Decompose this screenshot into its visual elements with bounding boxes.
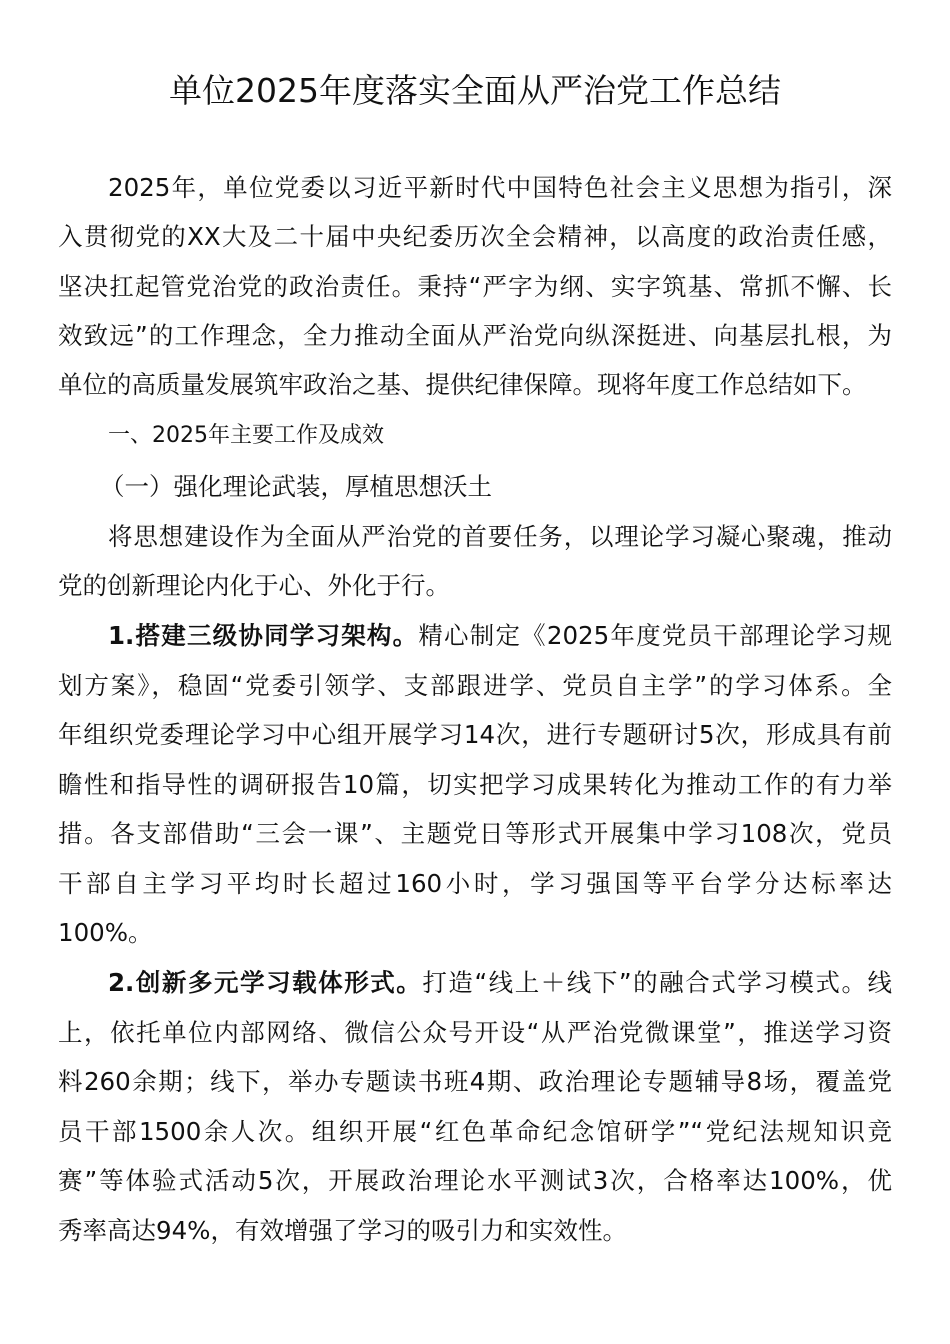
item-1-line-3: 年组织党委理论学习中心组开展学习14次，进行专题研讨5次，形成具有前 [58,720,892,749]
item-2-line-2: 上，依托单位内部网络、微信公众号开设“从严治党微课堂”，推送学习资 [58,1018,892,1047]
item-2-line-5: 赛”等体验式活动5次，开展政治理论水平测试3次，合格率达100%，优 [58,1166,892,1195]
subsection-intro-line-2: 党的创新理论内化于心、外化于行。 [58,571,450,600]
item-1-line-1 [108,619,892,653]
subsection-intro-line-1: 将思想建设作为全面从严治党的首要任务，以理论学习凝心聚魂，推动 [108,522,892,551]
section-1-heading: 一、2025年主要工作及成效 [108,423,384,448]
item-2-line-6: 秀率高达94%，有效增强了学习的吸引力和实效性。 [58,1216,627,1245]
item-1-line-7: 100%。 [58,918,153,947]
item-1-line-2: 划方案》，稳固“党委引领学、支部跟进学、党员自主学”的学习体系。全 [58,671,892,700]
item-2-bold-lead: 2.创新多元学习载体形式。 [108,968,423,997]
document-title: 单位2025年度落实全面从严治党工作总结 [169,71,781,110]
subsection-1-heading: （一）强化理论武装，厚植思想沃土 [100,472,492,501]
intro-line-3: 坚决扛起管党治党的政治责任。秉持“严字为纲、实字筑基、常抓不懈、长 [58,272,892,301]
intro-line-2: 入贯彻党的XX大及二十届中央纪委历次全会精神，以高度的政治责任感， [58,222,892,251]
item-1-line-5: 措。各支部借助“三会一课”、主题党日等形式开展集中学习108次，党员 [58,819,892,848]
item-2-line-3: 料260余期；线下，举办专题读书班4期、政治理论专题辅导8场，覆盖党 [58,1067,892,1096]
item-2-line-4: 员干部1500余人次。组织开展“红色革命纪念馆研学”“党纪法规知识竞 [58,1117,892,1146]
item-1-line-4: 瞻性和指导性的调研报告10篇，切实把学习成果转化为推动工作的有力举 [58,770,892,799]
item-2-first-line-rest: 打造“线上＋线下”的融合式学习模式。线 [422,968,892,997]
intro-line-5: 单位的高质量发展筑牢政治之基、提供纪律保障。现将年度工作总结如下。 [58,370,867,399]
intro-line-4: 效致远”的工作理念，全力推动全面从严治党向纵深挺进、向基层扎根，为 [58,321,892,350]
item-2-line-1 [108,966,892,1000]
item-1-bold-lead: 1.搭建三级协同学习架构。 [108,621,419,650]
item-1-line-6: 干部自主学习平均时长超过160小时，学习强国等平台学分达标率达 [58,869,892,898]
intro-line-1: 2025年，单位党委以习近平新时代中国特色社会主义思想为指引，深 [108,173,892,202]
item-1-first-line-rest: 精心制定《2025年度党员干部理论学习规 [418,621,892,650]
